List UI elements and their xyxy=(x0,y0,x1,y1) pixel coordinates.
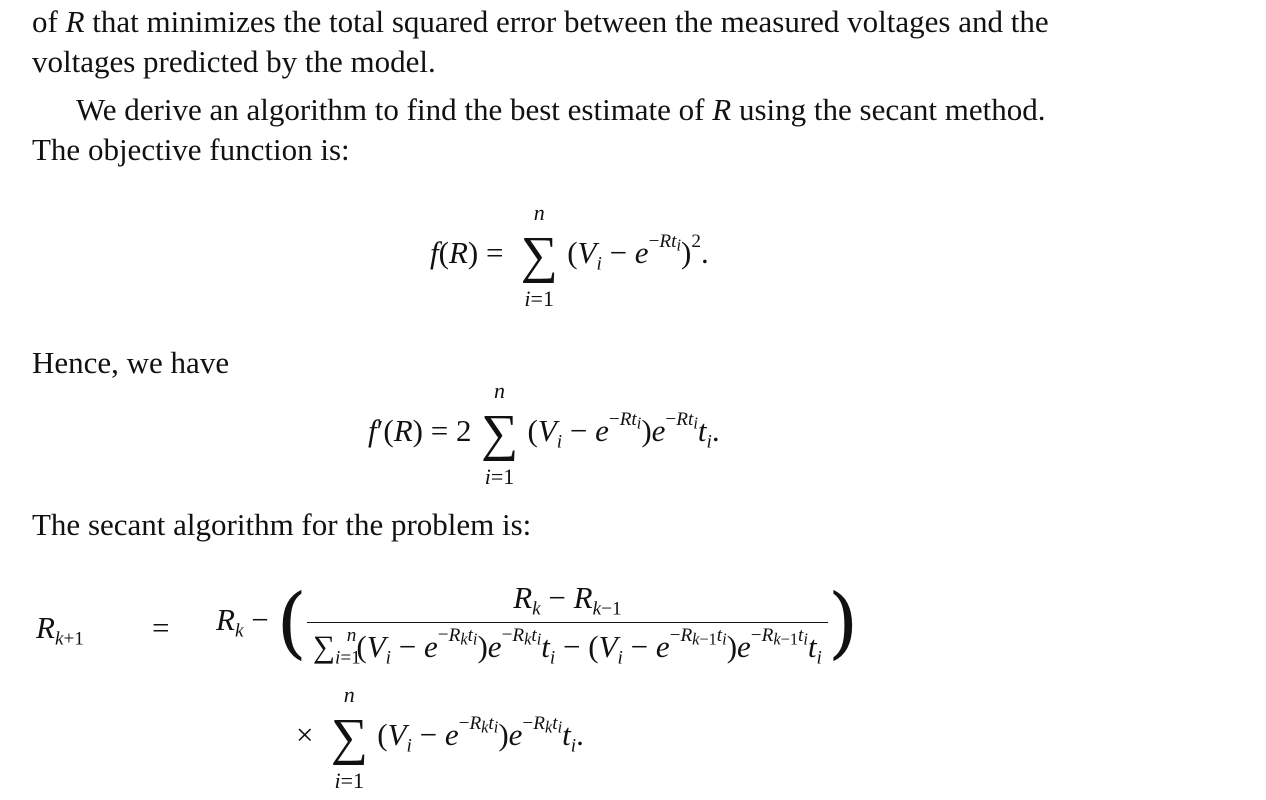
update-lhs: $R_{k+1}$ xyxy=(36,610,84,650)
hence-text: Hence, we have xyxy=(32,345,230,380)
update-rhs-line2: × n ∑ i=1 $(V_i - e^{-R_kt_i})e^{-R_kt_i}t_i$. xyxy=(296,682,584,793)
objective-equation: f(R) = n ∑ i=1 $(V_i - e^{-Rt_i})^2$. xyxy=(430,200,709,311)
fraction-numerator: $R_k - R_{k-1}$ xyxy=(513,580,622,620)
update-rhs-line1: $R_k$ − ( $\frac{R_k - R_{k-1}}{\sum_{i=1}^n(V_i - e^{-R_kt_i})e^{-R_kt_i}t_i - (V_i - e^{-R_{k-1}t_i})e^{-R_{k-1}t_i}t_i}$ ) xyxy=(216,577,859,670)
para1-line1: of R that minimizes the total squared error between the measured voltages and the xyxy=(32,4,1049,39)
para2-line2: The objective function is: xyxy=(32,132,350,168)
paragraph-continuation xyxy=(32,2,1232,83)
sum-symbol: n ∑ i=1 xyxy=(330,682,368,793)
secant-intro-text: The secant algorithm for the problem is: xyxy=(32,507,532,542)
fraction-denominator: $\sum_{i=1}^n(V_i - e^{-R_kt_i})e^{-R_kt_i}t_i - (V_i - e^{-R_{k-1}t_i})e^{-R_{k-1}t_i}t_i$ xyxy=(307,622,828,667)
para1-line2: voltages predicted by the model. xyxy=(32,44,436,80)
update-fraction xyxy=(307,578,828,668)
paragraph-secant-method xyxy=(32,90,1232,171)
derivative-equation: f′(R) = 2 n ∑ i=1 $(V_i - e^{-Rt_i})e^{-Rt_i}t_i$. xyxy=(368,378,720,489)
update-equals: = xyxy=(152,610,170,645)
para2-line1: We derive an algorithm to find the best estimate of R using the secant method. xyxy=(76,92,1046,127)
sum-symbol: n ∑ i=1 xyxy=(480,378,519,489)
sum-symbol: n ∑ i=1 xyxy=(520,200,558,311)
